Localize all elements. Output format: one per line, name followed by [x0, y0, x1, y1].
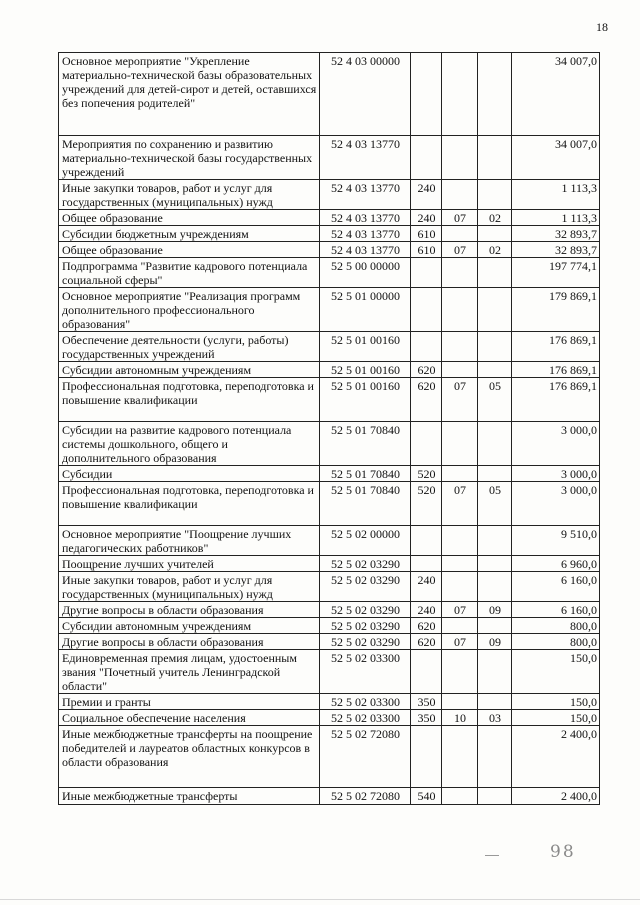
row-subsection [478, 556, 512, 572]
row-name: Субсидии на развитие кадрового потенциала системы дошкольного, общего и дополнительного образования [59, 422, 320, 466]
row-subsection [478, 618, 512, 634]
row-section: 07 [442, 378, 478, 422]
table-row [59, 378, 600, 422]
row-expense-type: 240 [411, 180, 442, 210]
row-amount: 32 893,7 [512, 242, 600, 258]
row-code: 52 4 03 13770 [320, 180, 411, 210]
row-amount: 800,0 [512, 634, 600, 650]
row-amount: 6 160,0 [512, 572, 600, 602]
row-section [442, 422, 478, 466]
row-section [442, 650, 478, 694]
budget-table [58, 52, 600, 805]
row-expense-type: 620 [411, 362, 442, 378]
row-subsection [478, 572, 512, 602]
table-row [59, 650, 600, 694]
row-section [442, 556, 478, 572]
row-section: 07 [442, 602, 478, 618]
row-subsection: 05 [478, 378, 512, 422]
row-subsection: 09 [478, 634, 512, 650]
row-section [442, 362, 478, 378]
table-row [59, 226, 600, 242]
row-code: 52 5 02 03290 [320, 572, 411, 602]
row-expense-type [411, 556, 442, 572]
row-expense-type: 350 [411, 694, 442, 710]
row-section [442, 466, 478, 482]
table-row [59, 466, 600, 482]
row-subsection: 02 [478, 242, 512, 258]
row-amount: 6 160,0 [512, 602, 600, 618]
row-amount: 1 113,3 [512, 210, 600, 226]
row-expense-type: 520 [411, 466, 442, 482]
row-name: Социальное обеспечение населения [59, 710, 320, 726]
row-amount: 34 007,0 [512, 136, 600, 180]
row-name: Общее образование [59, 242, 320, 258]
row-expense-type [411, 288, 442, 332]
table-row [59, 422, 600, 466]
row-code: 52 4 03 13770 [320, 136, 411, 180]
row-subsection [478, 226, 512, 242]
row-name: Другие вопросы в области образования [59, 602, 320, 618]
row-name: Мероприятия по сохранению и развитию материально-технической базы государственных учреждений [59, 136, 320, 180]
row-subsection: 05 [478, 482, 512, 526]
row-code: 52 5 02 72080 [320, 788, 411, 805]
table-row [59, 210, 600, 226]
row-subsection [478, 694, 512, 710]
row-code: 52 5 02 03290 [320, 556, 411, 572]
row-name: Основное мероприятие "Поощрение лучших педагогических работников" [59, 526, 320, 556]
page-edge [0, 899, 640, 900]
table-row [59, 526, 600, 556]
table-row [59, 710, 600, 726]
row-code: 52 5 01 70840 [320, 482, 411, 526]
row-section [442, 226, 478, 242]
row-name: Подпрограмма "Развитие кадрового потенциала социальной сферы" [59, 258, 320, 288]
row-code: 52 5 01 70840 [320, 466, 411, 482]
row-subsection [478, 726, 512, 788]
table-row [59, 602, 600, 618]
row-section [442, 618, 478, 634]
row-code: 52 5 01 00000 [320, 288, 411, 332]
row-code: 52 5 02 03290 [320, 618, 411, 634]
row-expense-type: 540 [411, 788, 442, 805]
row-subsection [478, 788, 512, 805]
row-amount: 800,0 [512, 618, 600, 634]
row-section [442, 288, 478, 332]
row-name: Субсидии [59, 466, 320, 482]
row-code: 52 5 01 00160 [320, 332, 411, 362]
row-subsection [478, 136, 512, 180]
row-subsection [478, 362, 512, 378]
row-code: 52 5 00 00000 [320, 258, 411, 288]
row-section [442, 788, 478, 805]
row-name: Обеспечение деятельности (услуги, работы) государственных учреждений [59, 332, 320, 362]
table-row [59, 288, 600, 332]
row-expense-type: 240 [411, 602, 442, 618]
row-code: 52 5 01 00160 [320, 362, 411, 378]
row-expense-type [411, 526, 442, 556]
table-row [59, 694, 600, 710]
row-amount: 176 869,1 [512, 332, 600, 362]
table-row [59, 362, 600, 378]
row-section [442, 694, 478, 710]
row-code: 52 4 03 13770 [320, 242, 411, 258]
row-section [442, 180, 478, 210]
row-subsection [478, 53, 512, 136]
row-amount: 176 869,1 [512, 378, 600, 422]
table-row [59, 242, 600, 258]
row-section [442, 53, 478, 136]
table-row [59, 788, 600, 805]
row-amount: 150,0 [512, 710, 600, 726]
row-amount: 3 000,0 [512, 422, 600, 466]
row-name: Единовременная премия лицам, удостоенным звания "Почетный учитель Ленинградской области" [59, 650, 320, 694]
row-subsection [478, 332, 512, 362]
row-subsection [478, 180, 512, 210]
row-amount: 2 400,0 [512, 726, 600, 788]
row-name: Премии и гранты [59, 694, 320, 710]
row-expense-type: 350 [411, 710, 442, 726]
row-section: 07 [442, 634, 478, 650]
row-name: Профессиональная подготовка, переподготовка и повышение квалификации [59, 482, 320, 526]
row-amount: 150,0 [512, 694, 600, 710]
row-section [442, 258, 478, 288]
row-code: 52 4 03 13770 [320, 226, 411, 242]
row-name: Иные межбюджетные трансферты на поощрение победителей и лауреатов областных конкурсов в области образования [59, 726, 320, 788]
row-section: 07 [442, 242, 478, 258]
row-amount: 3 000,0 [512, 482, 600, 526]
row-name: Общее образование [59, 210, 320, 226]
row-expense-type [411, 53, 442, 136]
row-expense-type: 620 [411, 618, 442, 634]
row-code: 52 5 02 03300 [320, 694, 411, 710]
row-expense-type: 620 [411, 634, 442, 650]
row-name: Субсидии автономным учреждениям [59, 618, 320, 634]
row-code: 52 5 02 00000 [320, 526, 411, 556]
row-code: 52 4 03 13770 [320, 210, 411, 226]
row-amount: 34 007,0 [512, 53, 600, 136]
row-amount: 6 960,0 [512, 556, 600, 572]
table-row [59, 332, 600, 362]
row-section: 10 [442, 710, 478, 726]
row-expense-type: 240 [411, 210, 442, 226]
row-amount: 1 113,3 [512, 180, 600, 210]
row-section [442, 332, 478, 362]
table-row [59, 136, 600, 180]
row-amount: 176 869,1 [512, 362, 600, 378]
row-amount: 197 774,1 [512, 258, 600, 288]
row-subsection [478, 526, 512, 556]
row-section [442, 526, 478, 556]
row-name: Иные межбюджетные трансферты [59, 788, 320, 805]
row-code: 52 5 02 03300 [320, 710, 411, 726]
row-expense-type [411, 258, 442, 288]
row-code: 52 5 02 03290 [320, 634, 411, 650]
page-number: 18 [596, 20, 608, 34]
row-expense-type [411, 726, 442, 788]
row-name: Основное мероприятие "Реализация программ дополнительного профессионального образования" [59, 288, 320, 332]
row-expense-type [411, 650, 442, 694]
row-name: Иные закупки товаров, работ и услуг для государственных (муниципальных) нужд [59, 572, 320, 602]
row-subsection [478, 288, 512, 332]
row-section [442, 572, 478, 602]
row-expense-type [411, 422, 442, 466]
row-name: Субсидии бюджетным учреждениям [59, 226, 320, 242]
row-code: 52 5 02 03290 [320, 602, 411, 618]
row-expense-type: 610 [411, 226, 442, 242]
row-code: 52 5 01 00160 [320, 378, 411, 422]
table-row [59, 726, 600, 788]
row-section [442, 726, 478, 788]
row-name: Профессиональная подготовка, переподготовка и повышение квалификации [59, 378, 320, 422]
row-name: Поощрение лучших учителей [59, 556, 320, 572]
table-row [59, 258, 600, 288]
row-expense-type [411, 136, 442, 180]
table-row [59, 618, 600, 634]
row-code: 52 4 03 00000 [320, 53, 411, 136]
table-row [59, 53, 600, 136]
row-code: 52 5 02 03300 [320, 650, 411, 694]
row-subsection: 02 [478, 210, 512, 226]
row-subsection [478, 650, 512, 694]
row-name: Основное мероприятие "Укрепление материально-технической базы образовательных учреждений для детей-сирот и детей, оставшихся без попечения родителей" [59, 53, 320, 136]
row-amount: 2 400,0 [512, 788, 600, 805]
table-row [59, 572, 600, 602]
table-row [59, 634, 600, 650]
row-amount: 3 000,0 [512, 466, 600, 482]
row-subsection [478, 258, 512, 288]
table-row [59, 556, 600, 572]
row-subsection [478, 422, 512, 466]
row-expense-type: 240 [411, 572, 442, 602]
row-section: 07 [442, 482, 478, 526]
row-amount: 9 510,0 [512, 526, 600, 556]
row-expense-type: 610 [411, 242, 442, 258]
row-expense-type: 620 [411, 378, 442, 422]
row-section [442, 136, 478, 180]
row-subsection: 03 [478, 710, 512, 726]
row-expense-type: 520 [411, 482, 442, 526]
row-name: Субсидии автономным учреждениям [59, 362, 320, 378]
table-row [59, 180, 600, 210]
row-amount: 32 893,7 [512, 226, 600, 242]
scan-mark [485, 855, 499, 856]
row-code: 52 5 02 72080 [320, 726, 411, 788]
row-expense-type [411, 332, 442, 362]
row-section: 07 [442, 210, 478, 226]
table-row [59, 482, 600, 526]
row-name: Иные закупки товаров, работ и услуг для государственных (муниципальных) нужд [59, 180, 320, 210]
handwritten-page-mark: 98 [550, 842, 576, 862]
row-subsection [478, 466, 512, 482]
row-amount: 179 869,1 [512, 288, 600, 332]
row-amount: 150,0 [512, 650, 600, 694]
row-code: 52 5 01 70840 [320, 422, 411, 466]
row-name: Другие вопросы в области образования [59, 634, 320, 650]
row-subsection: 09 [478, 602, 512, 618]
